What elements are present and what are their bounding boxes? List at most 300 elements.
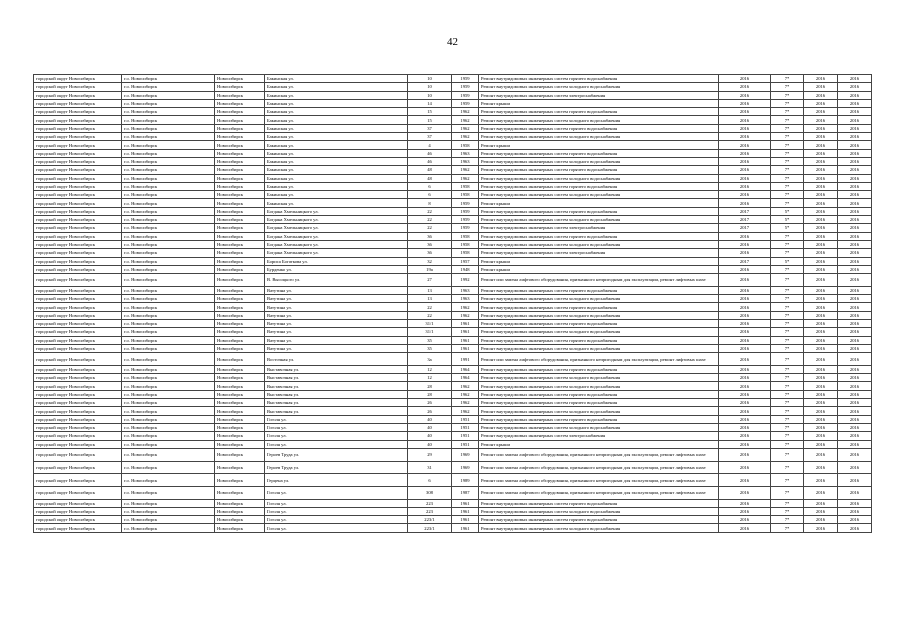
house-number-cell: 26 — [408, 399, 452, 407]
table-row — [34, 390, 872, 398]
plan-year-cell: 2016 — [719, 507, 771, 515]
district-cell: г.о. Новосибирск — [122, 149, 215, 157]
street-cell: Выставочная ул. — [265, 374, 408, 382]
plan-year-cell: 2016 — [719, 407, 771, 415]
district-cell: г.о. Новосибирск — [122, 274, 215, 287]
priority-cell: 7* — [771, 141, 804, 149]
city-cell: Новосибирск — [215, 207, 265, 215]
priority-cell: 7* — [771, 199, 804, 207]
city-cell: Новосибирск — [215, 274, 265, 287]
end-year-cell: 2016 — [838, 182, 872, 190]
start-year-cell: 2016 — [804, 374, 838, 382]
year-built-cell: 1951 — [452, 423, 479, 431]
priority-cell: 7* — [771, 174, 804, 182]
year-built-cell: 1959 — [452, 91, 479, 99]
plan-year-cell: 2016 — [719, 440, 771, 448]
house-number-cell: 13 — [408, 295, 452, 303]
street-cell: Бакинская ул. — [265, 174, 408, 182]
district-cell: г.о. Новосибирск — [122, 182, 215, 190]
district-cell: г.о. Новосибирск — [122, 124, 215, 132]
end-year-cell: 2016 — [838, 399, 872, 407]
plan-year-cell: 2016 — [719, 141, 771, 149]
street-cell: Гоголя ул. — [265, 486, 408, 499]
start-year-cell: 2016 — [804, 207, 838, 215]
start-year-cell: 2016 — [804, 336, 838, 344]
table-row — [34, 191, 872, 199]
year-built-cell: 1962 — [452, 108, 479, 116]
table-row — [34, 232, 872, 240]
start-year-cell: 2016 — [804, 240, 838, 248]
street-cell: Ватутина ул. — [265, 311, 408, 319]
priority-cell: 7* — [771, 524, 804, 532]
end-year-cell: 2016 — [838, 336, 872, 344]
city-cell: Новосибирск — [215, 191, 265, 199]
city-cell: Новосибирск — [215, 353, 265, 366]
plan-year-cell: 2016 — [719, 432, 771, 440]
plan-year-cell: 2016 — [719, 336, 771, 344]
priority-cell: 7* — [771, 320, 804, 328]
year-built-cell: 1963 — [452, 157, 479, 165]
street-cell: Бакинская ул. — [265, 91, 408, 99]
start-year-cell: 2016 — [804, 133, 838, 141]
street-cell: Гоголя ул. — [265, 415, 408, 423]
year-built-cell: 1961 — [452, 336, 479, 344]
district-cell: г.о. Новосибирск — [122, 240, 215, 248]
municipality-cell: городской округ Новосибирск — [34, 116, 122, 124]
house-number-cell: 48 — [408, 174, 452, 182]
plan-year-cell: 2016 — [719, 166, 771, 174]
year-built-cell: 1962 — [452, 116, 479, 124]
municipality-cell: городской округ Новосибирск — [34, 75, 122, 83]
end-year-cell: 2016 — [838, 407, 872, 415]
end-year-cell: 2016 — [838, 216, 872, 224]
year-built-cell: 1962 — [452, 311, 479, 319]
year-built-cell: 1961 — [452, 516, 479, 524]
district-cell: г.о. Новосибирск — [122, 461, 215, 474]
priority-cell: 7* — [771, 99, 804, 107]
street-cell: Героев Труда ул. — [265, 461, 408, 474]
start-year-cell: 2016 — [804, 286, 838, 294]
table-body — [34, 75, 872, 533]
priority-cell: 7* — [771, 83, 804, 91]
house-number-cell: 29 — [408, 448, 452, 461]
end-year-cell: 2016 — [838, 265, 872, 273]
municipality-cell: городской округ Новосибирск — [34, 124, 122, 132]
plan-year-cell: 2016 — [719, 240, 771, 248]
year-built-cell: 1959 — [452, 216, 479, 224]
end-year-cell: 2016 — [838, 274, 872, 287]
street-cell: Бакинская ул. — [265, 199, 408, 207]
work-type-cell: Ремонт внутридомовых инженерных систем холодного водоснабжения — [479, 174, 719, 182]
district-cell: г.о. Новосибирск — [122, 432, 215, 440]
house-number-cell: 37 — [408, 124, 452, 132]
work-type-cell: Ремонт внутридомовых инженерных систем холодного водоснабжения — [479, 240, 719, 248]
municipality-cell: городской округ Новосибирск — [34, 91, 122, 99]
end-year-cell: 2016 — [838, 108, 872, 116]
end-year-cell: 2016 — [838, 499, 872, 507]
street-cell: В. Высоцкого ул. — [265, 274, 408, 287]
house-number-cell: 48 — [408, 166, 452, 174]
end-year-cell: 2016 — [838, 240, 872, 248]
house-number-cell: 8 — [408, 199, 452, 207]
priority-cell: 7* — [771, 116, 804, 124]
district-cell: г.о. Новосибирск — [122, 199, 215, 207]
city-cell: Новосибирск — [215, 182, 265, 190]
table-row — [34, 91, 872, 99]
municipality-cell: городской округ Новосибирск — [34, 191, 122, 199]
house-number-cell: 10 — [408, 83, 452, 91]
house-number-cell: 308 — [408, 486, 452, 499]
end-year-cell: 2016 — [838, 232, 872, 240]
start-year-cell: 2016 — [804, 265, 838, 273]
house-number-cell: 22 — [408, 311, 452, 319]
year-built-cell: 1959 — [452, 207, 479, 215]
end-year-cell: 2016 — [838, 124, 872, 132]
end-year-cell: 2016 — [838, 328, 872, 336]
priority-cell: 7* — [771, 286, 804, 294]
city-cell: Новосибирск — [215, 344, 265, 352]
street-cell: Бакинская ул. — [265, 99, 408, 107]
municipality-cell: городской округ Новосибирск — [34, 182, 122, 190]
house-number-cell: 36 — [408, 232, 452, 240]
start-year-cell: 2016 — [804, 303, 838, 311]
table-row — [34, 320, 872, 328]
house-number-cell: 31 — [408, 461, 452, 474]
work-type-cell: Ремонт внутридомовых инженерных систем горячего водоснабжения — [479, 149, 719, 157]
street-cell: Выставочная ул. — [265, 365, 408, 373]
year-built-cell: 1969 — [452, 461, 479, 474]
municipality-cell: городской округ Новосибирск — [34, 157, 122, 165]
city-cell: Новосибирск — [215, 311, 265, 319]
plan-year-cell: 2016 — [719, 99, 771, 107]
year-built-cell: 1962 — [452, 174, 479, 182]
priority-cell: 7* — [771, 295, 804, 303]
plan-year-cell: 2016 — [719, 116, 771, 124]
end-year-cell: 2016 — [838, 374, 872, 382]
priority-cell: 7* — [771, 108, 804, 116]
house-number-cell: 4 — [408, 141, 452, 149]
street-cell: Бакинская ул. — [265, 157, 408, 165]
year-built-cell: 1989 — [452, 474, 479, 487]
plan-year-cell: 2016 — [719, 295, 771, 303]
priority-cell: 7* — [771, 390, 804, 398]
plan-year-cell: 2016 — [719, 157, 771, 165]
street-cell: Богдана Хмельницкого ул. — [265, 232, 408, 240]
district-cell: г.о. Новосибирск — [122, 83, 215, 91]
year-built-cell: 1958 — [452, 182, 479, 190]
work-type-cell: Ремонт внутридомовых инженерных систем холодного водоснабжения — [479, 374, 719, 382]
year-built-cell: 1963 — [452, 149, 479, 157]
municipality-cell: городской округ Новосибирск — [34, 486, 122, 499]
city-cell: Новосибирск — [215, 265, 265, 273]
end-year-cell: 2016 — [838, 75, 872, 83]
year-built-cell: 1963 — [452, 295, 479, 303]
plan-year-cell: 2016 — [719, 232, 771, 240]
house-number-cell: 13 — [408, 286, 452, 294]
district-cell: г.о. Новосибирск — [122, 295, 215, 303]
district-cell: г.о. Новосибирск — [122, 191, 215, 199]
priority-cell: 7* — [771, 374, 804, 382]
work-type-cell: Ремонт крыши — [479, 141, 719, 149]
work-type-cell: Ремонт внутридомовых инженерных систем холодного водоснабжения — [479, 157, 719, 165]
municipality-cell: городской округ Новосибирск — [34, 249, 122, 257]
plan-year-cell: 2016 — [719, 75, 771, 83]
city-cell: Новосибирск — [215, 199, 265, 207]
work-type-cell: Ремонт или замена лифтового оборудования, признанного непригодным для эксплуатации, ремонт лифтовых шахт — [479, 353, 719, 366]
city-cell: Новосибирск — [215, 303, 265, 311]
city-cell: Новосибирск — [215, 432, 265, 440]
street-cell: Ватутина ул. — [265, 295, 408, 303]
end-year-cell: 2016 — [838, 249, 872, 257]
street-cell: Выставочная ул. — [265, 382, 408, 390]
work-type-cell: Ремонт внутридомовых инженерных систем холодного водоснабжения — [479, 328, 719, 336]
year-built-cell: 1961 — [452, 328, 479, 336]
city-cell: Новосибирск — [215, 108, 265, 116]
district-cell: г.о. Новосибирск — [122, 108, 215, 116]
work-type-cell: Ремонт внутридомовых инженерных систем горячего водоснабжения — [479, 124, 719, 132]
table-row — [34, 207, 872, 215]
work-type-cell: Ремонт внутридомовых инженерных систем горячего водоснабжения — [479, 336, 719, 344]
house-number-cell: 22 — [408, 303, 452, 311]
house-number-cell: 6 — [408, 182, 452, 190]
work-type-cell: Ремонт или замена лифтового оборудования, признанного непригодным для эксплуатации, ремонт лифтовых шахт — [479, 486, 719, 499]
priority-cell: 7* — [771, 365, 804, 373]
end-year-cell: 2016 — [838, 344, 872, 352]
district-cell: г.о. Новосибирск — [122, 336, 215, 344]
table-row — [34, 432, 872, 440]
municipality-cell: городской округ Новосибирск — [34, 516, 122, 524]
table-row — [34, 374, 872, 382]
city-cell: Новосибирск — [215, 440, 265, 448]
district-cell: г.о. Новосибирск — [122, 116, 215, 124]
end-year-cell: 2016 — [838, 83, 872, 91]
end-year-cell: 2016 — [838, 99, 872, 107]
work-type-cell: Ремонт внутридомовых инженерных систем холодного водоснабжения — [479, 423, 719, 431]
table-row — [34, 249, 872, 257]
end-year-cell: 2016 — [838, 440, 872, 448]
priority-cell: 7* — [771, 499, 804, 507]
work-type-cell: Ремонт внутридомовых инженерных систем горячего водоснабжения — [479, 320, 719, 328]
end-year-cell: 2016 — [838, 141, 872, 149]
municipality-cell: городской округ Новосибирск — [34, 174, 122, 182]
house-number-cell: 6 — [408, 191, 452, 199]
city-cell: Новосибирск — [215, 486, 265, 499]
plan-year-cell: 2016 — [719, 382, 771, 390]
house-number-cell: 12 — [408, 374, 452, 382]
house-number-cell: 36 — [408, 240, 452, 248]
city-cell: Новосибирск — [215, 461, 265, 474]
district-cell: г.о. Новосибирск — [122, 448, 215, 461]
district-cell: г.о. Новосибирск — [122, 507, 215, 515]
district-cell: г.о. Новосибирск — [122, 99, 215, 107]
street-cell: Бакинская ул. — [265, 191, 408, 199]
plan-year-cell: 2016 — [719, 399, 771, 407]
year-built-cell: 1962 — [452, 124, 479, 132]
city-cell: Новосибирск — [215, 232, 265, 240]
street-cell: Ватутина ул. — [265, 336, 408, 344]
work-type-cell: Ремонт внутридомовых инженерных систем горячего водоснабжения — [479, 75, 719, 83]
priority-cell: 7* — [771, 232, 804, 240]
priority-cell: 7* — [771, 382, 804, 390]
start-year-cell: 2016 — [804, 440, 838, 448]
city-cell: Новосибирск — [215, 516, 265, 524]
year-built-cell: 1951 — [452, 415, 479, 423]
city-cell: Новосибирск — [215, 336, 265, 344]
priority-cell: 7* — [771, 274, 804, 287]
house-number-cell: 40 — [408, 415, 452, 423]
district-cell: г.о. Новосибирск — [122, 224, 215, 232]
municipality-cell: городской округ Новосибирск — [34, 390, 122, 398]
district-cell: г.о. Новосибирск — [122, 365, 215, 373]
priority-cell: 7* — [771, 303, 804, 311]
city-cell: Новосибирск — [215, 286, 265, 294]
municipality-cell: городской округ Новосибирск — [34, 311, 122, 319]
year-built-cell: 1959 — [452, 75, 479, 83]
work-type-cell: Ремонт или замена лифтового оборудования, признанного непригодным для эксплуатации, ремонт лифтовых шахт — [479, 461, 719, 474]
plan-year-cell: 2016 — [719, 91, 771, 99]
table-row — [34, 133, 872, 141]
year-built-cell: 1963 — [452, 286, 479, 294]
city-cell: Новосибирск — [215, 320, 265, 328]
city-cell: Новосибирск — [215, 415, 265, 423]
start-year-cell: 2016 — [804, 344, 838, 352]
end-year-cell: 2016 — [838, 207, 872, 215]
table-row — [34, 353, 872, 366]
municipality-cell: городской округ Новосибирск — [34, 499, 122, 507]
city-cell: Новосибирск — [215, 157, 265, 165]
priority-cell: 7* — [771, 486, 804, 499]
municipality-cell: городской округ Новосибирск — [34, 507, 122, 515]
start-year-cell: 2016 — [804, 108, 838, 116]
city-cell: Новосибирск — [215, 116, 265, 124]
work-type-cell: Ремонт внутридомовых инженерных систем горячего водоснабжения — [479, 390, 719, 398]
end-year-cell: 2016 — [838, 157, 872, 165]
street-cell: Бориса Богаткова ул. — [265, 257, 408, 265]
start-year-cell: 2016 — [804, 415, 838, 423]
work-type-cell: Ремонт внутридомовых инженерных систем электроснабжения — [479, 91, 719, 99]
municipality-cell: городской округ Новосибирск — [34, 399, 122, 407]
table-row — [34, 507, 872, 515]
priority-cell: 7* — [771, 328, 804, 336]
start-year-cell: 2016 — [804, 390, 838, 398]
plan-year-cell: 2016 — [719, 423, 771, 431]
city-cell: Новосибирск — [215, 240, 265, 248]
municipality-cell: городской округ Новосибирск — [34, 474, 122, 487]
street-cell: Бурденко ул. — [265, 265, 408, 273]
priority-cell: 7* — [771, 265, 804, 273]
district-cell: г.о. Новосибирск — [122, 91, 215, 99]
street-cell: Ватутина ул. — [265, 344, 408, 352]
work-type-cell: Ремонт или замена лифтового оборудования, признанного непригодным для эксплуатации, ремонт лифтовых шахт — [479, 274, 719, 287]
municipality-cell: городской округ Новосибирск — [34, 232, 122, 240]
municipality-cell: городской округ Новосибирск — [34, 382, 122, 390]
street-cell: Богдана Хмельницкого ул. — [265, 249, 408, 257]
year-built-cell: 1958 — [452, 141, 479, 149]
municipality-cell: городской округ Новосибирск — [34, 274, 122, 287]
priority-cell: 7* — [771, 461, 804, 474]
district-cell: г.о. Новосибирск — [122, 141, 215, 149]
work-type-cell: Ремонт крыши — [479, 199, 719, 207]
table-row — [34, 182, 872, 190]
end-year-cell: 2016 — [838, 166, 872, 174]
end-year-cell: 2016 — [838, 365, 872, 373]
end-year-cell: 2016 — [838, 382, 872, 390]
work-type-cell: Ремонт внутридомовых инженерных систем горячего водоснабжения — [479, 108, 719, 116]
work-type-cell: Ремонт внутридомовых инженерных систем холодного водоснабжения — [479, 382, 719, 390]
city-cell: Новосибирск — [215, 83, 265, 91]
municipality-cell: городской округ Новосибирск — [34, 265, 122, 273]
year-built-cell: 1959 — [452, 83, 479, 91]
year-built-cell: 1958 — [452, 232, 479, 240]
district-cell: г.о. Новосибирск — [122, 303, 215, 311]
table-row — [34, 328, 872, 336]
start-year-cell: 2016 — [804, 448, 838, 461]
city-cell: Новосибирск — [215, 448, 265, 461]
house-number-cell: 15 — [408, 108, 452, 116]
district-cell: г.о. Новосибирск — [122, 174, 215, 182]
district-cell: г.о. Новосибирск — [122, 257, 215, 265]
plan-year-cell: 2016 — [719, 83, 771, 91]
work-type-cell: Ремонт крыши — [479, 265, 719, 273]
plan-year-cell: 2016 — [719, 474, 771, 487]
start-year-cell: 2016 — [804, 224, 838, 232]
district-cell: г.о. Новосибирск — [122, 423, 215, 431]
year-built-cell: 1958 — [452, 191, 479, 199]
work-type-cell: Ремонт или замена лифтового оборудования, признанного непригодным для эксплуатации, ремонт лифтовых шахт — [479, 474, 719, 487]
house-number-cell: 22 — [408, 207, 452, 215]
year-built-cell: 1962 — [452, 390, 479, 398]
house-number-cell: 10 — [408, 75, 452, 83]
house-number-cell: 36 — [408, 249, 452, 257]
end-year-cell: 2016 — [838, 295, 872, 303]
district-cell: г.о. Новосибирск — [122, 415, 215, 423]
district-cell: г.о. Новосибирск — [122, 390, 215, 398]
district-cell: г.о. Новосибирск — [122, 75, 215, 83]
priority-cell: 7* — [771, 399, 804, 407]
plan-year-cell: 2016 — [719, 499, 771, 507]
start-year-cell: 2016 — [804, 474, 838, 487]
start-year-cell: 2016 — [804, 461, 838, 474]
house-number-cell: 35 — [408, 336, 452, 344]
plan-year-cell: 2016 — [719, 199, 771, 207]
end-year-cell: 2016 — [838, 390, 872, 398]
start-year-cell: 2016 — [804, 507, 838, 515]
district-cell: г.о. Новосибирск — [122, 216, 215, 224]
street-cell: Выставочная ул. — [265, 390, 408, 398]
district-cell: г.о. Новосибирск — [122, 407, 215, 415]
plan-year-cell: 2016 — [719, 365, 771, 373]
street-cell: Бакинская ул. — [265, 141, 408, 149]
start-year-cell: 2016 — [804, 432, 838, 440]
municipality-cell: городской округ Новосибирск — [34, 240, 122, 248]
street-cell: Богдана Хмельницкого ул. — [265, 207, 408, 215]
district-cell: г.о. Новосибирск — [122, 249, 215, 257]
city-cell: Новосибирск — [215, 166, 265, 174]
street-cell: Богдана Хмельницкого ул. — [265, 224, 408, 232]
start-year-cell: 2016 — [804, 182, 838, 190]
start-year-cell: 2016 — [804, 499, 838, 507]
start-year-cell: 2016 — [804, 191, 838, 199]
table-row — [34, 108, 872, 116]
priority-cell: 7* — [771, 311, 804, 319]
work-type-cell: Ремонт внутридомовых инженерных систем электроснабжения — [479, 432, 719, 440]
priority-cell: 7* — [771, 423, 804, 431]
house-number-cell: 3а — [408, 353, 452, 366]
house-number-cell: 31/1 — [408, 328, 452, 336]
municipality-cell: городской округ Новосибирск — [34, 83, 122, 91]
work-type-cell: Ремонт внутридомовых инженерных систем холодного водоснабжения — [479, 507, 719, 515]
table-row — [34, 415, 872, 423]
